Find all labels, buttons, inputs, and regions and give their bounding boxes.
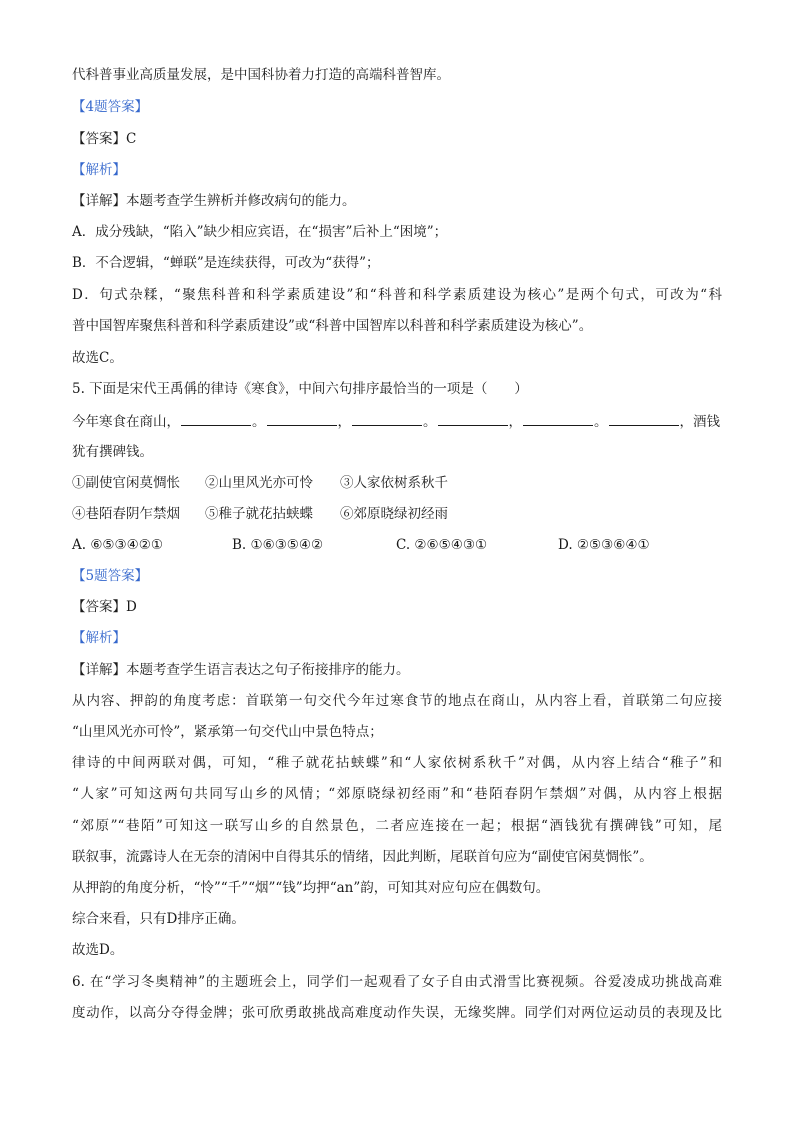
explanation-line: 普中国智库聚焦科普和科学素质建设”或“科普中国智库以科普和科学素质建设为核心”。 bbox=[72, 318, 593, 334]
choice-b: B. ①⑥③⑤④② bbox=[232, 537, 324, 553]
punct: ， bbox=[508, 414, 522, 430]
punct: 。 bbox=[423, 414, 437, 430]
blank bbox=[523, 411, 593, 426]
poem-text: ，酒钱 bbox=[679, 414, 720, 430]
punct: 。 bbox=[252, 414, 266, 430]
conclusion-line: 故选D。 bbox=[72, 942, 124, 958]
punct: ， bbox=[337, 414, 351, 430]
explanation-line: A．成分残缺，“陷入”缺少相应宾语，在“损害”后补上“困境”； bbox=[72, 224, 448, 240]
choice-d: D. ②⑤③⑥④① bbox=[558, 537, 650, 553]
poem-text: 今年寒食在商山， bbox=[72, 414, 180, 430]
blank bbox=[181, 411, 251, 426]
explanation-line: D．句式杂糅，“聚焦科普和科学素质建设”和“科普和科学素质建设为核心”是两个句式，可改为“科 bbox=[72, 287, 722, 303]
choice-c: C. ②⑥⑤④③① bbox=[396, 537, 488, 553]
poem-option: ⑥郊原晓绿初经雨 bbox=[340, 506, 448, 522]
explanation-line: 从内容、押韵的角度考虑：首联第一句交代今年过寒食节的地点在商山，从内容上看，首联第二句应接 bbox=[72, 693, 722, 709]
answer-heading-5: 【5题答案】 bbox=[72, 568, 149, 584]
poem-option: ⑤稚子就花拈蛱蝶 bbox=[205, 506, 313, 522]
explanation-line: 从押韵的角度分析，“怜”“千”“烟”“钱”均押“an”韵，可知其对应句应在偶数句。 bbox=[72, 880, 550, 896]
poem-option: ①副使官闲莫惆怅 bbox=[72, 475, 180, 491]
answer-heading-4: 【4题答案】 bbox=[72, 99, 149, 115]
analysis-heading: 【解析】 bbox=[72, 162, 126, 178]
poem-option: ②山里风光亦可怜 bbox=[205, 475, 313, 491]
explanation-line: 综合来看，只有D排序正确。 bbox=[72, 911, 245, 927]
question-5-stem: 5. 下面是宋代王禹偁的律诗《寒食》，中间六句排序最恰当的一项是（ ） bbox=[72, 381, 528, 397]
explanation-line: “山里风光亦可怜”，紧承第一句交代山中景色特点； bbox=[72, 724, 383, 740]
punct: 。 bbox=[594, 414, 608, 430]
poem-option: ④巷陌春阴乍禁烟 bbox=[72, 506, 180, 522]
explanation-line: 联叙事，流露诗人在无奈的清闲中自得其乐的情绪，因此判断，尾联首句应为“副使官闲莫惆怅”。 bbox=[72, 849, 653, 865]
explanation-line: “人家”可知这两句共同写山乡的风情；“郊原晓绿初经雨”和“巷陌春阴乍禁烟”对偶，从内容上根据 bbox=[72, 786, 722, 802]
answer-label: 【答案】C bbox=[72, 131, 137, 147]
text-line: 代科普事业高质量发展，是中国科协着力打造的高端科普智库。 bbox=[72, 67, 450, 83]
conclusion-line: 故选C。 bbox=[72, 350, 123, 366]
blank bbox=[267, 411, 337, 426]
blank bbox=[609, 411, 679, 426]
explanation-line: 【详解】本题考查学生辨析并修改病句的能力。 bbox=[72, 193, 356, 209]
answer-label: 【答案】D bbox=[72, 599, 137, 615]
question-6-stem: 6. 在“学习冬奥精神”的主题班会上，同学们一起观看了女子自由式滑雪比赛视频。谷爱凌成功挑战高难 bbox=[72, 974, 722, 990]
poem-blanks-line bbox=[72, 411, 722, 432]
poem-line: 犹有撰碑钱。 bbox=[72, 444, 153, 460]
choice-a: A. ⑥⑤③④②① bbox=[72, 537, 163, 553]
blank bbox=[352, 411, 422, 426]
question-6-stem: 度动作，以高分夺得金牌；张可欣勇敢挑战高难度动作失误，无缘奖牌。同学们对两位运动员的表现及比 bbox=[72, 1005, 722, 1021]
analysis-heading: 【解析】 bbox=[72, 630, 126, 646]
explanation-line: B．不合逻辑，“蝉联”是连续获得，可改为“获得”； bbox=[72, 255, 380, 271]
explanation-line: 【详解】本题考查学生语言表达之句子衔接排序的能力。 bbox=[72, 662, 410, 678]
explanation-line: 律诗的中间两联对偶，可知，“稚子就花拈蛱蝶”和“人家依树系秋千”对偶，从内容上结合“稚子”和 bbox=[72, 755, 722, 771]
poem-option: ③人家依树系秋千 bbox=[340, 475, 448, 491]
explanation-line: “郊原”“巷陌”可知这一联写山乡的自然景色，二者应连接在一起；根据“酒钱犹有撰碑钱”可知，尾 bbox=[72, 818, 722, 834]
blank bbox=[438, 411, 508, 426]
